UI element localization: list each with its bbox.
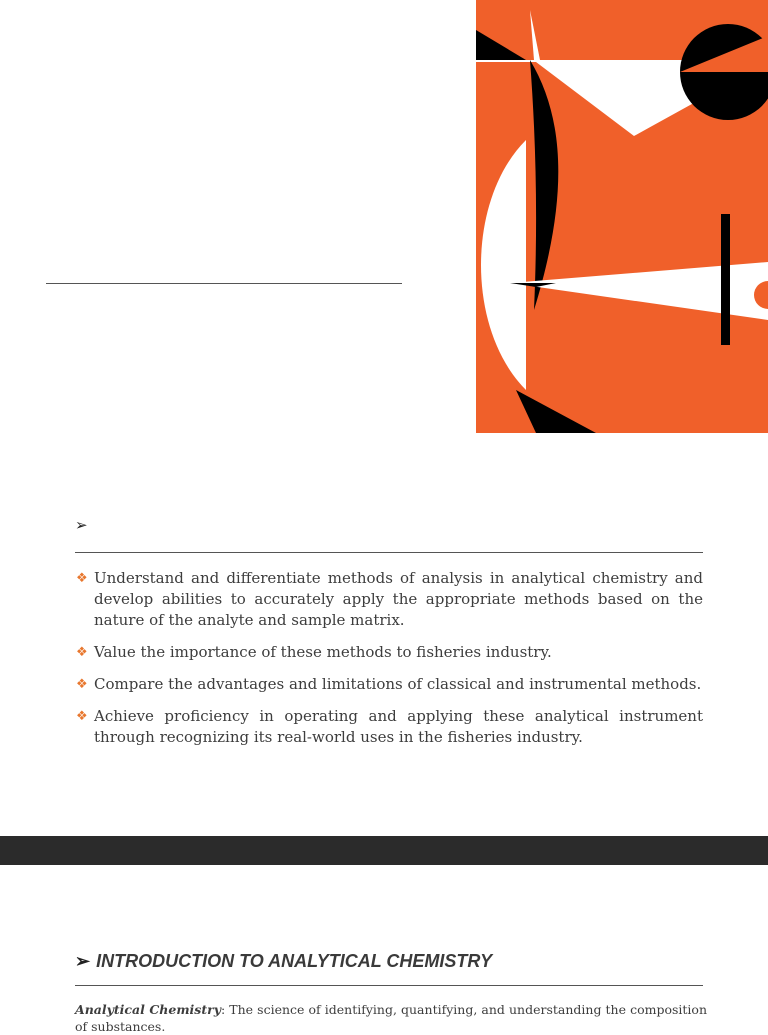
objective-text: Compare the advantages and limitations of classical and instrumental methods.	[94, 675, 702, 693]
diamond-bullet-icon: ❖	[76, 571, 88, 586]
list-item	[76, 674, 703, 695]
art-black-bar	[721, 214, 730, 345]
abstract-geometric-artwork	[476, 0, 768, 433]
title-underline	[46, 283, 402, 284]
definition-term: Analytical Chemistry	[75, 1002, 221, 1017]
objectives-list	[76, 568, 703, 759]
objective-text: Value the importance of these methods to fisheries industry.	[94, 643, 552, 661]
objectives-header-arrow: ➢	[75, 516, 88, 534]
section-heading-text: INTRODUCTION TO ANALYTICAL CHEMISTRY	[96, 951, 493, 971]
section-heading	[75, 951, 492, 972]
arrow-bullet-icon: ➢	[75, 951, 91, 971]
section-underline	[75, 985, 703, 986]
objective-text: Achieve proficiency in operating and applying these analytical instrument through recognizing its real-world uses in the fisheries industry.	[94, 707, 703, 746]
objectives-underline	[75, 552, 703, 553]
list-item	[76, 642, 703, 663]
list-item	[76, 568, 703, 631]
diamond-bullet-icon: ❖	[76, 677, 88, 692]
page-break-bar	[0, 836, 768, 865]
definition-paragraph	[75, 1001, 707, 1035]
list-item	[76, 706, 703, 748]
diamond-bullet-icon: ❖	[76, 709, 88, 724]
definition-text: : The science of identifying, quantifying, and understanding the composition of substances.	[75, 1002, 708, 1034]
objective-text: Understand and differentiate methods of analysis in analytical chemistry and develop abilities to accurately apply the appropriate methods based on the nature of the analyte and sample matrix.	[94, 569, 703, 629]
diamond-bullet-icon: ❖	[76, 645, 88, 660]
